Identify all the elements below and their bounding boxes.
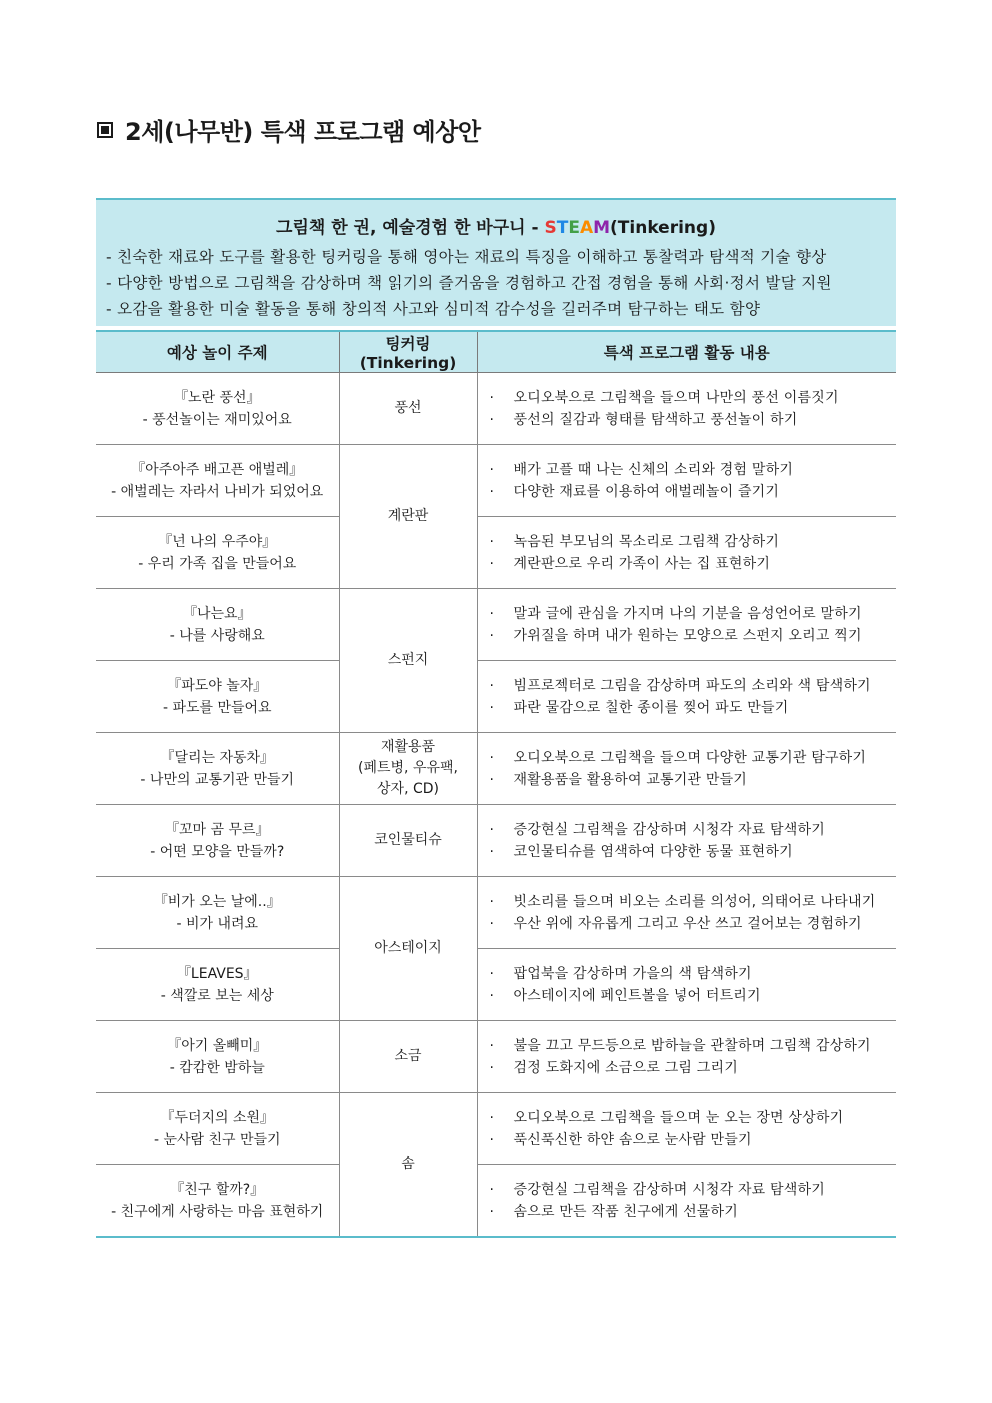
activity-item: · 배가 고플 때 나는 신체의 소리와 경험 말하기: [488, 459, 897, 481]
activity-item: · 풍선의 질감과 형태를 탐색하고 풍선놀이 하기: [488, 409, 897, 431]
book-title: 『꼬마 곰 무르』: [164, 821, 270, 838]
topic-subtitle: - 애벌레는 자라서 나비가 되었어요: [111, 483, 324, 500]
table-row: [96, 1093, 896, 1165]
steam-letter: A: [579, 218, 594, 238]
activity-item: · 빔프로젝터로 그림을 감상하며 파도의 소리와 색 탐색하기: [488, 675, 897, 697]
book-title: 『파도야 놀자』: [167, 677, 268, 694]
activities-cell: [477, 805, 896, 877]
topic-cell: [96, 589, 339, 661]
topic-subtitle: - 나만의 교통기관 만들기: [140, 771, 295, 788]
book-title: 『LEAVES』: [176, 965, 258, 982]
topic-cell: [96, 661, 339, 733]
activity-item: · 녹음된 부모님의 목소리로 그림책 감상하기: [488, 531, 897, 553]
activity-item: · 재활용품을 활용하여 교통기관 만들기: [488, 769, 897, 791]
activity-item: · 증강현실 그림책을 감상하며 시청각 자료 탐색하기: [488, 819, 897, 841]
book-title: 『친구 할까?』: [170, 1181, 265, 1198]
table-row: [96, 373, 896, 445]
tinkering-material-cell: [339, 589, 477, 733]
activity-item: · 불을 끄고 무드등으로 밤하늘을 관찰하며 그림책 감상하기: [488, 1035, 897, 1057]
activity-item: · 푹신푹신한 하얀 솜으로 눈사람 만들기: [488, 1129, 897, 1151]
topic-subtitle: - 눈사람 친구 만들기: [153, 1131, 281, 1148]
topic-subtitle: - 나를 사랑해요: [169, 627, 265, 644]
table-row: [96, 661, 896, 733]
tinkering-material: 코인물티슈: [374, 832, 442, 848]
tinkering-material: 계란판: [387, 508, 429, 524]
topic-subtitle: - 어떤 모양을 만들까?: [150, 843, 285, 860]
topic-cell: [96, 877, 339, 949]
activities-cell: [477, 877, 896, 949]
tinkering-material: 풍선: [394, 400, 422, 416]
activities-cell: [477, 1093, 896, 1165]
book-title: 『아주아주 배고픈 애벌레』: [131, 461, 304, 478]
tinkering-material-cell: [339, 805, 477, 877]
activities-cell: [477, 661, 896, 733]
book-title: 『넌 나의 우주야』: [158, 533, 277, 550]
topic-subtitle: - 색깔로 보는 세상: [160, 987, 274, 1004]
table-row: [96, 445, 896, 517]
topic-subtitle: - 친구에게 사랑하는 마음 표현하기: [111, 1203, 324, 1220]
topic-cell: [96, 1093, 339, 1165]
table-row: [96, 1021, 896, 1093]
table-row: [96, 517, 896, 589]
topic-cell: [96, 373, 339, 445]
tinkering-material-cell: [339, 1093, 477, 1238]
tinkering-material-cell: [339, 877, 477, 1021]
page-title: [97, 112, 481, 147]
activities-cell: [477, 517, 896, 589]
topic-subtitle: - 우리 가족 집을 만들어요: [138, 555, 297, 572]
tinkering-material: 솜: [401, 1156, 415, 1172]
activity-item: · 코인물티슈를 염색하여 다양한 동물 표현하기: [488, 841, 897, 863]
book-title: 『비가 오는 날에..』: [153, 893, 281, 910]
activity-item: · 가위질을 하며 내가 원하는 모양으로 스펀지 오리고 찍기: [488, 625, 897, 647]
table-row: [96, 805, 896, 877]
steam-letter: E: [568, 218, 580, 238]
table-row: [96, 1165, 896, 1238]
tinkering-material: 상자, CD): [377, 781, 439, 797]
topic-cell: [96, 445, 339, 517]
tinkering-material: 재활용품: [380, 739, 436, 755]
program-title-suffix: (Tinkering): [610, 218, 716, 238]
activity-item: · 검정 도화지에 소금으로 그림 그리기: [488, 1057, 897, 1079]
program-goals: [106, 244, 896, 322]
activities-cell: [477, 373, 896, 445]
table-row: [96, 733, 896, 805]
activities-cell: [477, 445, 896, 517]
activity-item: · 오디오북으로 그림책을 들으며 눈 오는 장면 상상하기: [488, 1107, 897, 1129]
program-intro-box: [96, 198, 896, 326]
steam-letter: T: [556, 218, 569, 238]
tinkering-material-cell: [339, 445, 477, 589]
activity-item: · 빗소리를 들으며 비오는 소리를 의성어, 의태어로 나타내기: [488, 891, 897, 913]
page-title-text: 2세(나무반) 특색 프로그램 예상안: [125, 118, 481, 146]
activities-cell: [477, 1021, 896, 1093]
book-title: 『나는요』: [182, 605, 252, 622]
book-title: 『두더지의 소원』: [160, 1109, 275, 1126]
goal-item: - 친숙한 재료와 도구를 활용한 팅커링을 통해 영아는 재료의 특징을 이해하고 통찰력과 탐색적 기술 향상: [106, 248, 827, 266]
activity-item: · 우산 위에 자유롭게 그리고 우산 쓰고 걸어보는 경험하기: [488, 913, 897, 935]
header-topic: 예상 놀이 주제: [96, 331, 339, 373]
book-title: 『노란 풍선』: [173, 389, 261, 406]
table-header-row: [96, 331, 896, 373]
topic-subtitle: - 파도를 만들어요: [162, 699, 272, 716]
square-bullet-icon: [97, 122, 113, 138]
topic-cell: [96, 517, 339, 589]
topic-cell: [96, 805, 339, 877]
topic-cell: [96, 949, 339, 1021]
tinkering-material: (페트병, 우유팩,: [358, 760, 458, 776]
topic-subtitle: - 비가 내려요: [176, 915, 259, 932]
topic-subtitle: - 풍선놀이는 재미있어요: [142, 411, 292, 428]
activity-item: · 말과 글에 관심을 가지며 나의 기분을 음성언어로 말하기: [488, 603, 897, 625]
steam-wordmark: [544, 218, 610, 238]
tinkering-material: 소금: [394, 1048, 422, 1064]
activities-cell: [477, 733, 896, 805]
steam-letter: S: [544, 218, 557, 238]
activities-cell: [477, 1165, 896, 1238]
tinkering-material-cell: [339, 373, 477, 445]
activity-item: · 계란판으로 우리 가족이 사는 집 표현하기: [488, 553, 897, 575]
topic-cell: [96, 1021, 339, 1093]
activity-item: · 아스테이지에 페인트볼을 넣어 터트리기: [488, 985, 897, 1007]
table-row: [96, 877, 896, 949]
activities-cell: [477, 589, 896, 661]
book-title: 『아기 올빼미』: [167, 1037, 268, 1054]
header-activities: 특색 프로그램 활동 내용: [477, 331, 896, 373]
activities-cell: [477, 949, 896, 1021]
topic-cell: [96, 733, 339, 805]
activity-item: · 다양한 재료를 이용하여 애벌레놀이 즐기기: [488, 481, 897, 503]
program-table: [96, 330, 896, 1238]
activity-item: · 파란 물감으로 칠한 종이를 찢어 파도 만들기: [488, 697, 897, 719]
activity-item: · 팝업북을 감상하며 가을의 색 탐색하기: [488, 963, 897, 985]
tinkering-material: 스펀지: [387, 652, 429, 668]
table-body: [96, 373, 896, 1238]
goal-item: - 오감을 활용한 미술 활동을 통해 창의적 사고와 심미적 감수성을 길러주며 탐구하는 태도 함양: [106, 300, 761, 318]
activity-item: · 오디오북으로 그림책을 들으며 다양한 교통기관 탐구하기: [488, 747, 897, 769]
activity-item: · 오디오북으로 그림책을 들으며 나만의 풍선 이름짓기: [488, 387, 897, 409]
table-row: [96, 949, 896, 1021]
goal-item: - 다양한 방법으로 그림책을 감상하며 책 읽기의 즐거움을 경험하고 간접 경험을 통해 사회·정서 발달 지원: [106, 274, 832, 292]
header-tinkering: 팅커링(Tinkering): [339, 331, 477, 373]
table-row: [96, 589, 896, 661]
topic-subtitle: - 캄캄한 밤하늘: [169, 1059, 265, 1076]
program-title-prefix: 그림책 한 권, 예술경험 한 바구니 -: [276, 218, 545, 238]
steam-letter: M: [593, 218, 611, 238]
tinkering-material-cell: [339, 733, 477, 805]
activity-item: · 솜으로 만든 작품 친구에게 선물하기: [488, 1201, 897, 1223]
topic-cell: [96, 1165, 339, 1238]
tinkering-material: 아스테이지: [374, 940, 442, 956]
tinkering-material-cell: [339, 1021, 477, 1093]
activity-item: · 증강현실 그림책을 감상하며 시청각 자료 탐색하기: [488, 1179, 897, 1201]
program-title: [96, 216, 896, 240]
book-title: 『달리는 자동차』: [160, 749, 275, 766]
